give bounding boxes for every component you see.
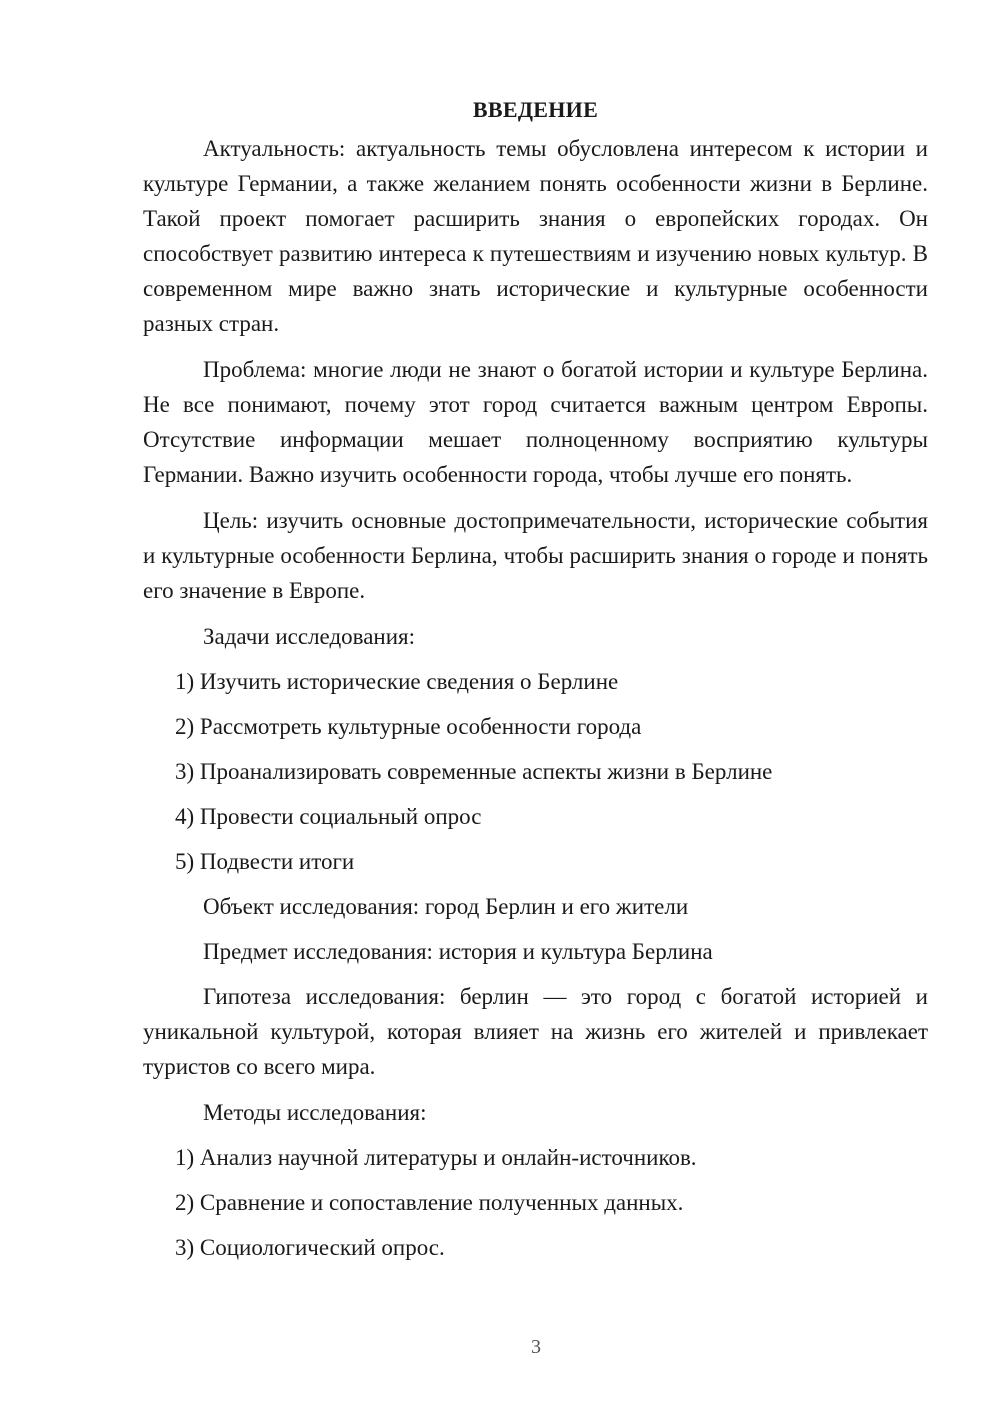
section-heading: ВВЕДЕНИЕ [472,97,599,122]
task-item: 2) Рассмотреть культурные особенности города [175,714,642,739]
research-object: Объект исследования: город Берлин и его жители [203,894,689,919]
method-item: 3) Социологический опрос. [175,1235,445,1260]
goal-paragraph: Цель: изучить основные достопримечательности, исторические события и культурные особенности Берлина, чтобы расширить знания о городе и понять его значение в Европе. [143,508,928,603]
methods-title: Методы исследования: [203,1100,427,1125]
problem-paragraph: Проблема: многие люди не знают о богатой истории и культуре Берлина. Не все понимают, почему этот город считается важным центром Европы. Отсутствие информации мешает полноценному восприятию культуры Германии. Важно изучить особенности города, чтобы лучше его понять. [143,357,928,487]
task-item: 5) Подвести итоги [175,849,355,874]
method-item: 1) Анализ научной литературы и онлайн-источников. [175,1145,697,1170]
task-item: 3) Проанализировать современные аспекты жизни в Берлине [175,759,773,784]
task-item: 1) Изучить исторические сведения о Берлине [175,669,619,694]
task-item: 4) Провести социальный опрос [175,804,482,829]
page-number: 3 [531,1336,541,1358]
method-item: 2) Сравнение и сопоставление полученных данных. [175,1190,684,1215]
research-subject: Предмет исследования: история и культура Берлина [203,939,713,964]
relevance-paragraph: Актуальность: актуальность темы обусловлена интересом к истории и культуре Германии, а также желанием понять особенности жизни в Берлине. Такой проект помогает расширить знания о европейских городах. Он способствует развитию интереса к путешествиям и изучению новых культур. В современном мире важно знать исторические и культурные особенности разных стран. [143,136,928,336]
document-page [143,95,928,1275]
tasks-title: Задачи исследования: [203,624,416,649]
hypothesis-paragraph: Гипотеза исследования: берлин — это город с богатой историей и уникальной культурой, которая влияет на жизнь его жителей и привлекает туристов со всего мира. [143,984,928,1079]
